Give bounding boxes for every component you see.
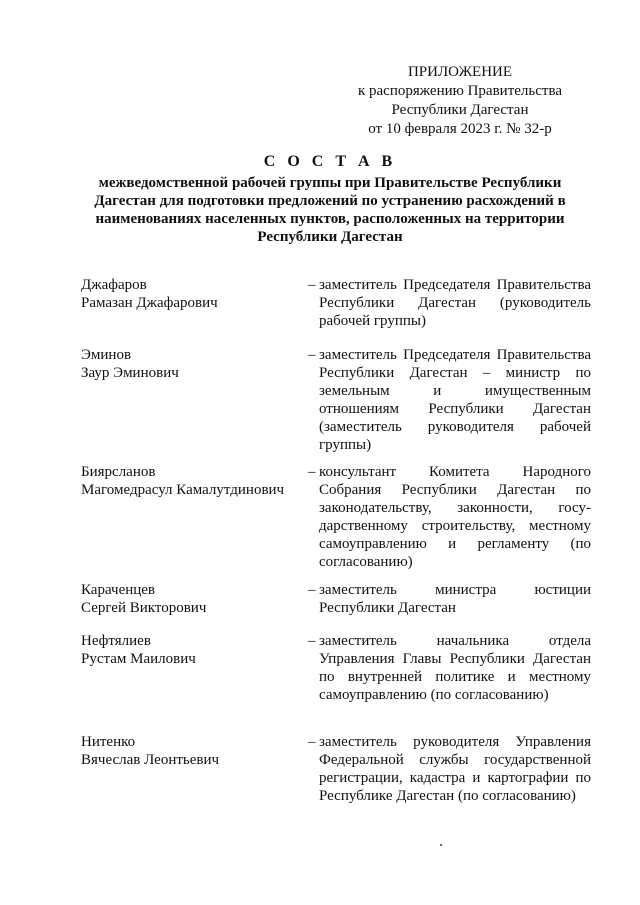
- document-heading: [70, 151, 590, 246]
- member-name: [81, 632, 311, 668]
- document-subtitle: межведомственной рабочей группы при Правительстве Республики Дагестан для подготовки предложений по устранению расхождений в наименованиях населенных пунктов, расположенных на территории Республики Дагестан: [94, 175, 566, 245]
- member-surname: Караченцев: [81, 582, 156, 598]
- appendix-line-3: от 10 февраля 2023 г. № 32-р: [368, 121, 552, 137]
- member-given-names: Заур Эминович: [81, 365, 179, 381]
- member-name: [81, 276, 311, 312]
- member-name: [81, 463, 311, 499]
- member-given-names: Вячеслав Леонтьевич: [81, 752, 220, 768]
- member-name: [81, 346, 311, 382]
- member-surname: Нитенко: [81, 734, 136, 750]
- member-surname: Нефтялиев: [81, 633, 151, 649]
- member-role: заместитель Председателя Правительства Республики Дагестан – министр по земельным и имущественным отношениям Республики Дагестан (заместитель руководителя рабочей группы): [319, 347, 591, 453]
- appendix-header: [330, 63, 590, 139]
- member-role: заместитель руководителя Управления Федеральной службы государственной регистрации, кадастра и картографии по Республике Дагестан (по согласованию): [319, 734, 591, 804]
- member-dash: –: [308, 633, 316, 649]
- member-role: заместитель Председателя Правительства Республики Дагестан (руководитель рабочей группы): [319, 277, 591, 329]
- member-surname: Эминов: [81, 347, 132, 363]
- member-given-names: Сергей Викторович: [81, 600, 207, 616]
- member-name: [81, 581, 311, 617]
- member-surname: Биярсланов: [81, 464, 156, 480]
- member-dash: –: [308, 582, 316, 598]
- document-title: С О С Т А В: [263, 153, 397, 170]
- member-name: [81, 733, 311, 769]
- appendix-line-2: Республики Дагестан: [391, 102, 529, 118]
- scan-speck: [440, 844, 442, 846]
- member-given-names: Рустам Маилович: [81, 651, 196, 667]
- appendix-title: ПРИЛОЖЕНИЕ: [407, 64, 513, 80]
- member-given-names: Магомедрасул Камалутдинович: [81, 482, 285, 498]
- member-role: заместитель начальника отдела Управления Главы Республики Дагестан по внутренней политике и местному самоуправлению (по согласованию): [319, 633, 591, 703]
- member-dash: –: [308, 464, 316, 480]
- member-dash: –: [308, 734, 316, 750]
- member-dash: –: [308, 347, 316, 363]
- member-given-names: Рамазан Джафарович: [81, 295, 218, 311]
- member-surname: Джафаров: [81, 277, 147, 293]
- appendix-line-1: к распоряжению Правительства: [357, 83, 562, 99]
- member-role: заместитель министра юстиции Республики Дагестан: [319, 582, 591, 616]
- member-role: консультант Комитета Народного Собрания Республики Дагестан по законодательству, законности, государственному строительству, местному самоуправлению и регламенту (по согласованию): [319, 464, 591, 570]
- member-dash: –: [308, 277, 316, 293]
